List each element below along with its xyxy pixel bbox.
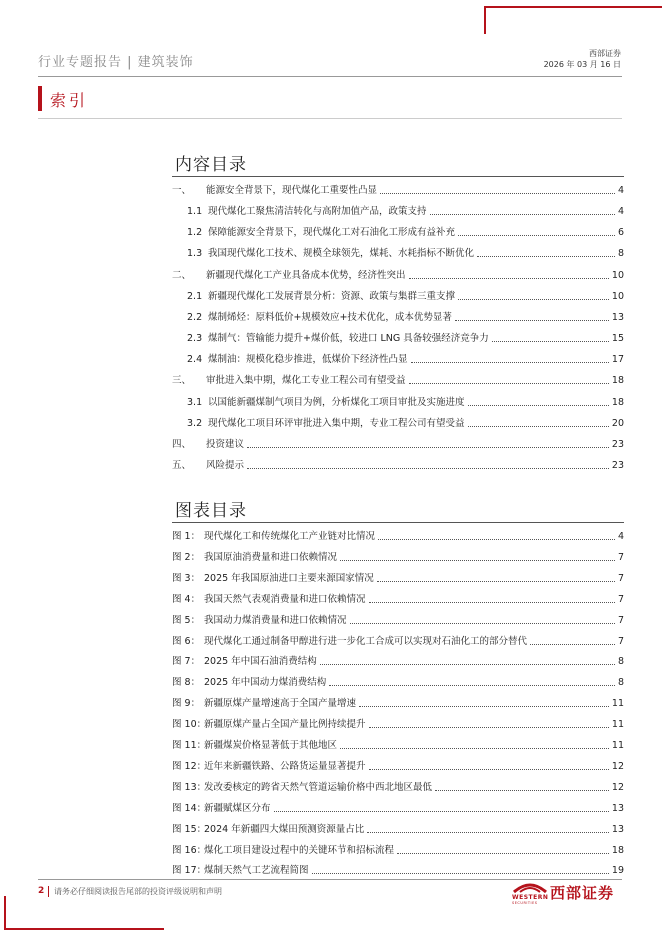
figures-rule [172,522,624,523]
entry-number: 2.3 [187,333,203,345]
dot-leader [377,581,615,582]
figure-entry[interactable] [172,634,624,648]
entry-number: 图 17： [172,865,207,877]
entry-text: 我国原油消费量和进口依赖情况 [204,551,338,563]
section-rule [38,118,622,119]
entry-number: 1.1 [187,206,203,218]
figure-entry[interactable] [172,613,624,627]
figure-entry[interactable] [172,675,624,689]
entry-page: 12 [611,781,624,793]
entry-text: 2025 年中国动力煤消费结构 [204,677,327,689]
contents-entry[interactable] [172,458,624,472]
entry-number: 1.2 [187,227,203,239]
entry-text: 现代煤化工和传统煤化工产业链对比情况 [204,531,376,542]
dot-leader [455,320,609,321]
entry-text: 现代煤化工项目环评审批进入集中期，专业工程公司有望受益 [208,417,465,429]
dot-leader [458,299,609,300]
entry-page: 4 [617,206,624,218]
logo-chinese: 西部证券 [550,884,615,902]
entry-page: 17 [611,354,624,366]
dot-leader [378,539,615,540]
corner-line-bottom-h [4,928,164,930]
contents-entry[interactable] [172,204,624,218]
entry-page: 11 [611,740,624,751]
entry-number: 三、 [172,375,192,387]
figure-entry[interactable] [172,843,624,857]
dot-leader [530,644,615,645]
entry-page: 7 [617,551,624,563]
figures-title: 图表目录 [175,501,247,521]
report-date: 2026 年 03 月 16 日 [543,60,621,69]
entry-text: 我国现代煤化工技术、规模全球领先，煤耗、水耗指标不断优化 [208,248,475,260]
entry-text: 煤化工项目建设过程中的关键环节和招标流程 [204,844,395,856]
entry-page: 7 [617,635,624,647]
dot-leader [492,341,609,342]
dot-leader [359,706,609,707]
dot-leader [369,769,609,770]
entry-page: 23 [611,438,624,450]
dot-leader [247,447,609,448]
entry-page: 11 [611,698,624,710]
entry-number: 图 1： [172,531,201,542]
figure-entry[interactable] [172,550,624,564]
entry-number: 3.1 [187,396,203,408]
entry-page: 4 [617,531,624,542]
dot-leader [380,193,615,194]
contents-entry[interactable] [172,225,624,239]
section-marker [38,86,42,111]
entry-text: 2025 年中国石油消费结构 [204,656,317,668]
dot-leader [340,748,609,749]
entry-number: 图 11： [172,740,207,751]
entry-number: 图 2： [172,551,201,563]
contents-entry[interactable] [172,246,624,260]
entry-text: 新疆现代煤化工发展背景分析：资源、政策与集群三重支撑 [208,290,456,302]
entry-page: 7 [617,572,624,584]
entry-number: 图 16： [172,844,207,856]
dot-leader [458,235,615,236]
entry-page: 6 [617,227,624,239]
entry-page: 18 [611,375,624,387]
dot-leader [397,853,609,854]
dot-leader [411,362,609,363]
dot-leader [350,623,615,624]
dot-leader [468,426,609,427]
entry-page: 20 [611,417,624,429]
entry-number: 图 14： [172,802,207,814]
page-number-separator [48,886,49,897]
entry-text: 煤制烯烃：原料低价+规模效应+技术优化，成本优势显著 [208,311,452,323]
entry-page: 13 [611,823,624,835]
dot-leader [340,560,615,561]
dot-leader [274,811,609,812]
entry-text: 新疆煤炭价格显著低于其他地区 [204,740,338,751]
contents-title: 内容目录 [175,155,247,175]
entry-text: 现代煤化工通过制备甲醇进行进一步化工合成可以实现对石油化工的部分替代 [204,635,528,647]
entry-page: 11 [611,719,624,731]
entry-page: 7 [617,614,624,626]
doc-type: 行业专题报告 | 建筑装饰 [38,55,194,70]
dot-leader [367,832,609,833]
logo-english: WESTERN [512,894,549,901]
dot-leader [369,602,615,603]
contents-entry[interactable] [172,310,624,324]
entry-number: 1.3 [187,248,203,260]
entry-number: 图 3： [172,572,201,584]
figure-entry[interactable] [172,696,624,710]
contents-entry[interactable] [172,395,624,409]
corner-line-bottom-v [4,896,6,930]
dot-leader [369,727,609,728]
entry-page: 8 [617,656,624,668]
figure-entry[interactable] [172,571,624,585]
entry-text: 能源安全背景下，现代煤化工重要性凸显 [206,185,378,196]
entry-number: 2.2 [187,311,203,323]
entry-page: 18 [611,396,624,408]
entry-text: 近年来新疆铁路、公路货运量显著提升 [204,760,366,772]
entry-text: 煤制油：规模化稳步推进，低煤价下经济性凸显 [208,354,408,366]
entry-text: 我国动力煤消费量和进口依赖情况 [204,614,347,626]
contents-entry[interactable] [172,331,624,345]
figure-entry[interactable] [172,780,624,794]
entry-text: 新疆原煤产量占全国产量比例持续提升 [204,719,366,731]
entry-number: 图 8： [172,677,201,689]
contents-entry[interactable] [172,289,624,303]
entry-page: 12 [611,760,624,772]
entry-number: 图 12： [172,760,207,772]
entry-number: 2.1 [187,290,203,302]
figure-entry[interactable] [172,717,624,731]
dot-leader [435,790,609,791]
dot-leader [329,685,615,686]
entry-page: 8 [617,248,624,260]
dot-leader [320,664,615,665]
entry-number: 图 6： [172,635,201,647]
contents-entry[interactable] [172,268,624,282]
entry-text: 现代煤化工聚焦清洁转化与高附加值产品，政策支持 [208,206,427,218]
entry-page: 15 [611,333,624,345]
brand-name: 西部证券 [589,49,621,58]
entry-text: 投资建议 [206,438,245,450]
entry-page: 10 [611,269,624,281]
figure-entry[interactable] [172,529,624,543]
entry-page: 7 [617,593,624,605]
contents-entry[interactable] [172,183,624,197]
entry-number: 图 15： [172,823,207,835]
corner-line-top-v [484,6,486,34]
entry-number: 3.2 [187,417,203,429]
figure-entry[interactable] [172,654,624,668]
contents-rule [172,176,624,177]
figure-entry[interactable] [172,822,624,836]
figure-entry[interactable] [172,759,624,773]
entry-number: 一、 [172,185,192,196]
entry-page: 23 [611,459,624,471]
dot-leader [430,214,615,215]
company-logo [512,880,624,906]
dot-leader [468,405,609,406]
entry-page: 4 [617,185,624,196]
figure-entry[interactable] [172,801,624,815]
entry-text: 保障能源安全背景下，现代煤化工对石油化工形成有益补充 [208,227,456,239]
entry-page: 13 [611,802,624,814]
entry-number: 图 10： [172,719,207,731]
entry-number: 图 7： [172,656,201,668]
contents-entry[interactable] [172,416,624,430]
entry-number: 四、 [172,438,192,450]
entry-page: 19 [611,865,624,877]
entry-number: 图 9： [172,698,201,710]
entry-text: 新疆原煤产量增速高于全国产量增速 [204,698,357,710]
entry-text: 2024 年新疆四大煤田预测资源量占比 [204,823,365,835]
entry-text: 发改委核定的跨省天然气管道运输价格中西北地区最低 [204,781,433,793]
dot-leader [409,383,609,384]
logo-subtitle: SECURITIES [512,901,538,905]
dot-leader [312,873,609,874]
entry-text: 煤制天然气工艺流程简图 [204,865,309,877]
dot-leader [247,468,609,469]
contents-entry[interactable] [172,373,624,387]
entry-number: 图 5： [172,614,201,626]
entry-page: 13 [611,311,624,323]
entry-number: 图 13： [172,781,207,793]
entry-page: 8 [617,677,624,689]
corner-line-top-h [484,6,662,8]
contents-entry[interactable] [172,437,624,451]
figure-entry[interactable] [172,863,624,877]
disclaimer: 请务必仔细阅读报告尾部的投资评级说明和声明 [54,887,222,896]
entry-number: 2.4 [187,354,203,366]
entry-text: 煤制气：管输能力提升+煤价低，较进口 LNG 具备较强经济竞争力 [208,333,489,345]
entry-number: 五、 [172,459,192,471]
dot-leader [477,256,615,257]
entry-text: 风险提示 [206,459,245,471]
entry-text: 审批进入集中期，煤化工专业工程公司有望受益 [206,375,406,387]
entry-text: 我国天然气表观消费量和进口依赖情况 [204,593,366,605]
figure-entry[interactable] [172,592,624,606]
contents-entry[interactable] [172,352,624,366]
entry-text: 以国能新疆煤制气项目为例，分析煤化工项目审批及实施进度 [208,396,465,408]
entry-page: 18 [611,844,624,856]
entry-text: 2025 年我国原油进口主要来源国家情况 [204,572,374,584]
figure-entry[interactable] [172,738,624,752]
entry-number: 图 4： [172,593,201,605]
entry-number: 二、 [172,269,192,281]
page-number: 2 [38,886,45,896]
header-rule [38,76,622,77]
entry-text: 新疆赋煤区分布 [204,802,271,814]
section-title: 索引 [50,91,89,110]
entry-page: 10 [611,290,624,302]
dot-leader [409,278,609,279]
entry-text: 新疆现代煤化工产业具备成本优势，经济性突出 [206,269,406,281]
